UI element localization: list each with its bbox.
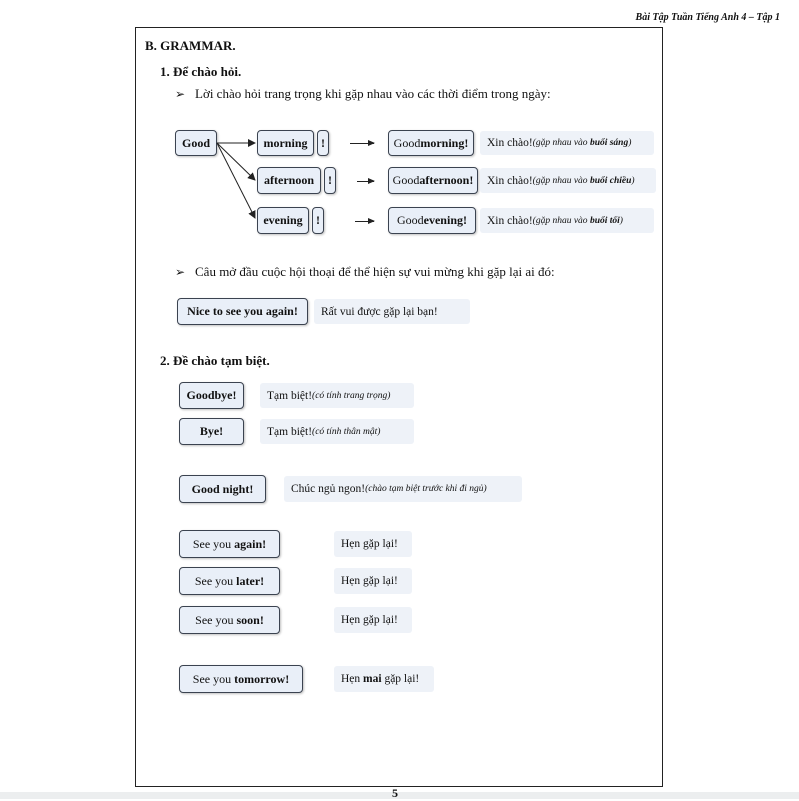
page-header: Bài Tập Tuần Tiếng Anh 4 – Tập 1: [635, 12, 780, 23]
meaning-text: gặp lại!: [384, 673, 420, 685]
see-you-soon-box: [179, 606, 280, 634]
page-number: 5: [392, 786, 398, 800]
branch-arrow-evening: [217, 143, 255, 218]
meaning-text: Chúc ngủ ngon!: [291, 483, 366, 495]
meaning-text: Hẹn: [341, 673, 361, 685]
result-arrow-icon: [357, 181, 374, 182]
note-text: (gặp nhau vào: [532, 175, 590, 186]
note-close: ): [628, 138, 632, 148]
meaning-morning: [480, 131, 654, 155]
goodbye-meaning: [260, 383, 414, 408]
note-text: (có tính trang trọng): [312, 390, 391, 401]
phrase-pre: See you: [194, 573, 234, 588]
see-you-later-box: [179, 567, 280, 595]
meaning-text: Xin chào!: [487, 174, 533, 187]
phrase-pre: See you: [192, 671, 232, 686]
bullet-text: Câu mở đầu cuộc hội thoại để thể hiện sự vui mừng khi gặp lại ai đó:: [195, 264, 555, 279]
meaning-text: Tạm biệt!: [267, 425, 313, 438]
meaning-afternoon: [480, 168, 656, 193]
phrase-pre: Good: [392, 173, 420, 187]
meaning-bold: mai: [363, 673, 382, 685]
note-text: (gặp nhau vào: [532, 138, 590, 148]
bye-box: Bye!: [179, 418, 244, 445]
nice-to-see-box: Nice to see you again!: [177, 298, 308, 325]
phrase-bold: afternoon!: [419, 173, 474, 187]
see-you-again-box: [179, 530, 280, 558]
meaning-evening: [480, 208, 654, 233]
part2-title: 2. Đề chào tạm biệt.: [160, 353, 270, 368]
part1-title: 1. Để chào hỏi.: [160, 64, 242, 79]
exclaim-box: !: [317, 130, 329, 156]
bye-meaning: [260, 419, 414, 444]
page-bottom-edge: [0, 792, 799, 799]
phrase-pre: See you: [192, 536, 232, 551]
nice-meaning: Rất vui được gặp lại bạn!: [314, 299, 470, 324]
word-box-evening: evening: [257, 207, 309, 234]
section-title: B. GRAMMAR.: [145, 38, 236, 53]
meaning-text: Tạm biệt!: [267, 389, 313, 402]
note-bold: buổi sáng: [589, 138, 629, 148]
phrase-bold: later!: [236, 573, 265, 588]
phrase-bold: morning!: [420, 135, 469, 150]
note-close: ): [619, 215, 623, 226]
note-text: (chào tạm biệt trước khi đi ngủ): [365, 484, 487, 494]
word-box-afternoon: afternoon: [257, 167, 321, 194]
goodnight-box: Good night!: [179, 475, 266, 503]
phrase-bold: tomorrow!: [234, 671, 290, 686]
note-bold: buổi chiều: [589, 175, 632, 186]
see-you-again-meaning: Hẹn gặp lại!: [334, 531, 412, 557]
see-you-tomorrow-meaning: [334, 666, 434, 692]
note-text: (gặp nhau vào: [532, 215, 590, 226]
good-word-box: Good: [175, 130, 217, 156]
see-you-tomorrow-box: [179, 665, 303, 693]
goodnight-meaning: [284, 476, 522, 502]
phrase-pre: Good: [396, 213, 424, 227]
meaning-text: Xin chào!: [487, 137, 533, 149]
note-bold: buổi tối: [589, 215, 620, 226]
phrase-box-morning: [388, 130, 474, 156]
exclaim-box: !: [312, 207, 324, 234]
phrase-box-evening: [388, 207, 476, 234]
phrase-pre: Good: [393, 135, 421, 150]
phrase-bold: evening!: [423, 213, 467, 227]
bullet-text: Lời chào hỏi trang trọng khi gặp nhau vào các thời điểm trong ngày:: [195, 86, 551, 101]
see-you-later-meaning: Hẹn gặp lại!: [334, 568, 412, 594]
branch-arrow-afternoon: [217, 143, 255, 180]
result-arrow-icon: [350, 143, 374, 144]
exclaim-box: !: [324, 167, 336, 194]
bullet-arrow-icon: ➢: [175, 265, 186, 279]
goodbye-box: Goodbye!: [179, 382, 244, 409]
phrase-pre: See you: [195, 612, 234, 627]
see-you-soon-meaning: Hẹn gặp lại!: [334, 607, 412, 633]
note-close: ): [631, 175, 635, 186]
phrase-box-afternoon: [388, 167, 478, 194]
note-text: (có tính thân mật): [312, 426, 381, 437]
word-box-morning: morning: [257, 130, 314, 156]
bullet-reunion: [175, 264, 555, 280]
result-arrow-icon: [355, 221, 374, 222]
phrase-bold: again!: [234, 536, 267, 551]
phrase-bold: soon!: [236, 612, 264, 627]
meaning-text: Xin chào!: [487, 214, 533, 227]
bullet-arrow-icon: ➢: [175, 87, 186, 101]
